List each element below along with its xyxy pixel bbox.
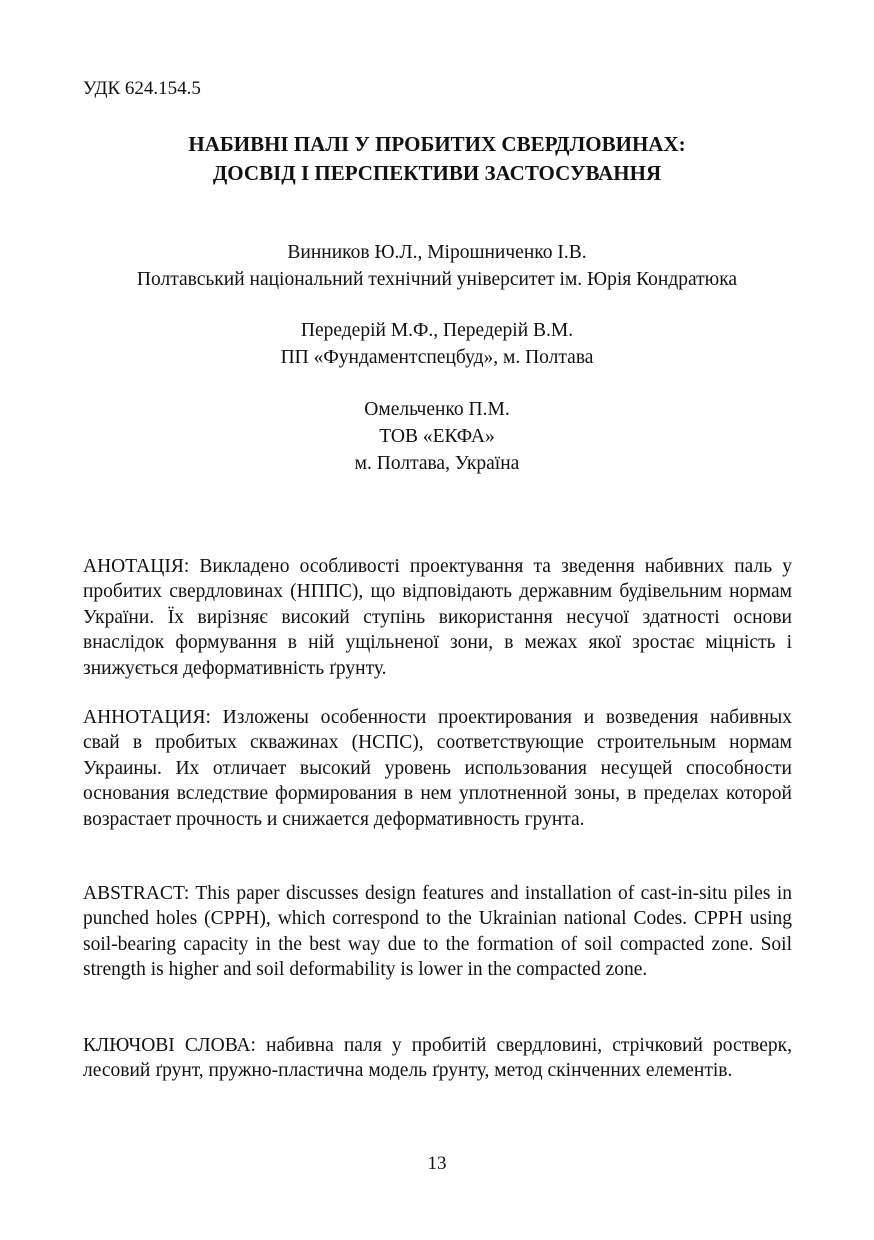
- abstract-english: ABSTRACT: This paper discusses design features and installation of cast-in-situ piles in punched holes (CPPH), which correspond to the Ukrainian national Codes. CPPH using soil-bearing capacity in the best way due to the formation of soil compacted zone. Soil strength is higher and soil deformability is lower in the compacted zone.: [83, 883, 792, 981]
- udc-code: УДК 624.154.5: [83, 78, 201, 99]
- author-group-3: [0, 396, 874, 477]
- author-group-2: [0, 317, 874, 371]
- author-names: Передерій М.Ф., Передерій В.М.: [300, 320, 574, 341]
- author-names: Омельченко П.М.: [364, 399, 510, 420]
- paper-title: [0, 130, 874, 188]
- keywords: КЛЮЧОВІ СЛОВА: набивна паля у пробитій свердловині, стрічковий ростверк, лесовий ґрунт, пружно-пластична модель ґрунту, метод скінченних елементів.: [83, 1035, 792, 1082]
- author-affiliation: Полтавський національний технічний університет ім. Юрія Кондратюка: [136, 269, 738, 290]
- paper-title-line-2: ДОСВІД І ПЕРСПЕКТИВИ ЗАСТОСУВАННЯ: [212, 161, 662, 185]
- author-location: м. Полтава, Україна: [354, 453, 520, 474]
- author-group-1: [0, 239, 874, 293]
- author-affiliation: ТОВ «ЕКФА»: [379, 426, 495, 447]
- annotation-ukrainian: АНОТАЦІЯ: Викладено особливості проектування та зведення набивних паль у пробитих свердловинах (НППС), що відповідають державним будівельним нормам України. Їх вирізняє високий ступінь використання несучої здатності основи внаслідок формування в ній ущільненої зони, в межах якої зростає міцність і знижується деформативність ґрунту.: [83, 556, 792, 679]
- author-affiliation: ПП «Фундаментспецбуд», м. Полтава: [280, 347, 594, 368]
- paper-title-line-1: НАБИВНІ ПАЛІ У ПРОБИТИХ СВЕРДЛОВИНАХ:: [188, 132, 686, 156]
- author-names: Винников Ю.Л., Мірошниченко І.В.: [287, 242, 587, 263]
- annotation-russian: АННОТАЦИЯ: Изложены особенности проектирования и возведения набивных свай в пробитых скважинах (НСПС), соответствующие строительным нормам Украины. Их отличает высокий уровень использования несущей способности основания вследствие формирования в нем уплотненной зоны, в пределах которой возрастает прочность и снижается деформативность грунта.: [83, 707, 792, 830]
- page-number: 13: [427, 1153, 447, 1174]
